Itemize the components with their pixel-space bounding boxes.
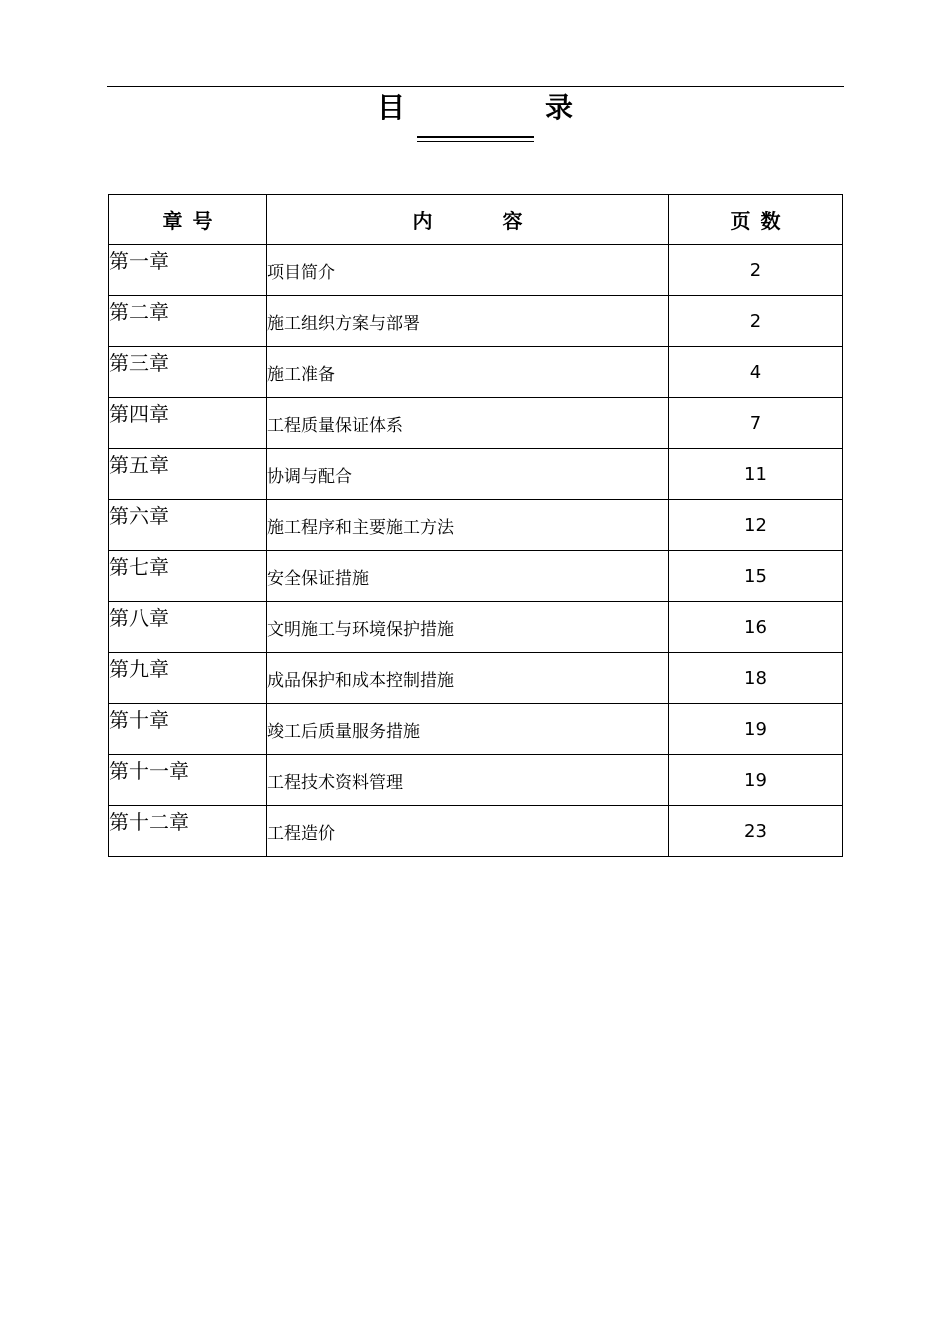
table-row[interactable] (109, 551, 843, 602)
table-row[interactable] (109, 296, 843, 347)
header-chapter: 章号 (109, 195, 267, 245)
table-row[interactable] (109, 704, 843, 755)
toc-header-row (109, 195, 843, 245)
header-content: 内容 (267, 195, 669, 245)
chapter-title: 成品保护和成本控制措施 (267, 653, 669, 704)
page-number: 7 (669, 398, 843, 449)
chapter-number: 第一章 (109, 245, 267, 296)
chapter-number: 第十章 (109, 704, 267, 755)
page-number: 23 (669, 806, 843, 857)
page-number: 19 (669, 704, 843, 755)
table-row[interactable] (109, 500, 843, 551)
chapter-title: 施工准备 (267, 347, 669, 398)
chapter-number: 第三章 (109, 347, 267, 398)
chapter-title: 工程质量保证体系 (267, 398, 669, 449)
table-row[interactable] (109, 755, 843, 806)
page-number: 16 (669, 602, 843, 653)
chapter-title: 安全保证措施 (267, 551, 669, 602)
page-number: 12 (669, 500, 843, 551)
page-number: 2 (669, 245, 843, 296)
table-row[interactable] (109, 449, 843, 500)
page-number: 19 (669, 755, 843, 806)
table-row[interactable] (109, 653, 843, 704)
chapter-number: 第二章 (109, 296, 267, 347)
chapter-title: 文明施工与环境保护措施 (267, 602, 669, 653)
table-row[interactable] (109, 245, 843, 296)
page-number: 15 (669, 551, 843, 602)
chapter-title: 项目简介 (267, 245, 669, 296)
page-number: 2 (669, 296, 843, 347)
chapter-title: 竣工后质量服务措施 (267, 704, 669, 755)
table-row[interactable] (109, 806, 843, 857)
chapter-number: 第十二章 (109, 806, 267, 857)
chapter-title: 工程技术资料管理 (267, 755, 669, 806)
title-double-underline (417, 136, 534, 142)
page-number: 18 (669, 653, 843, 704)
chapter-number: 第四章 (109, 398, 267, 449)
page-title: 目 录 (376, 91, 629, 124)
chapter-title: 施工程序和主要施工方法 (267, 500, 669, 551)
chapter-title: 协调与配合 (267, 449, 669, 500)
table-row[interactable] (109, 602, 843, 653)
page-number: 4 (669, 347, 843, 398)
toc-body (109, 245, 843, 857)
table-row[interactable] (109, 398, 843, 449)
chapter-number: 第九章 (109, 653, 267, 704)
toc-table (108, 194, 843, 857)
table-row[interactable] (109, 347, 843, 398)
chapter-number: 第五章 (109, 449, 267, 500)
page-number: 11 (669, 449, 843, 500)
header-rule (107, 86, 844, 87)
chapter-number: 第六章 (109, 500, 267, 551)
header-page: 页数 (669, 195, 843, 245)
chapter-number: 第十一章 (109, 755, 267, 806)
chapter-number: 第七章 (109, 551, 267, 602)
chapter-title: 工程造价 (267, 806, 669, 857)
chapter-title: 施工组织方案与部署 (267, 296, 669, 347)
chapter-number: 第八章 (109, 602, 267, 653)
